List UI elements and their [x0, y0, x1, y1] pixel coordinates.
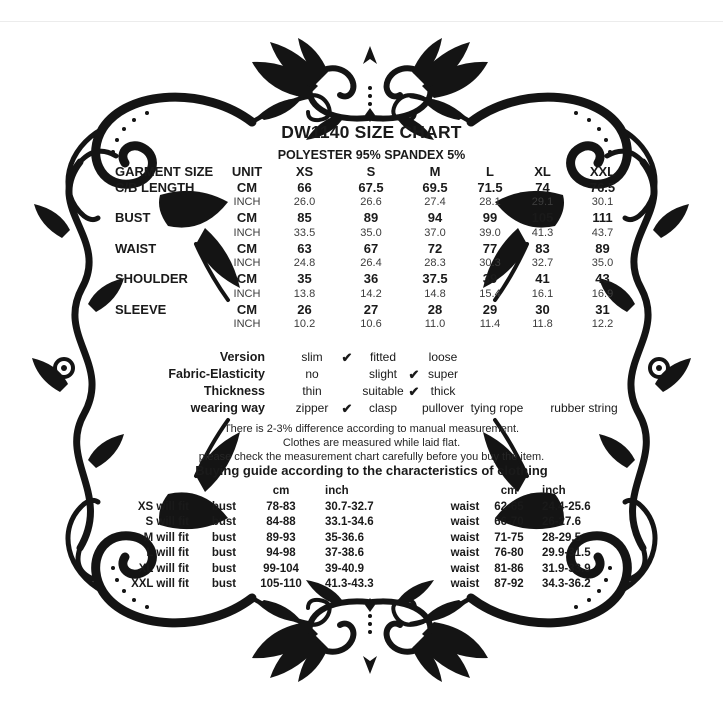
note-line: Clothes are measured while laid flat. — [282, 436, 461, 449]
waist-cm-range: 81-86 — [494, 562, 524, 575]
cm-value: 74 — [535, 179, 550, 195]
attribute-option: tying rope — [470, 401, 524, 415]
inch-value: 37.0 — [424, 226, 446, 239]
size-chart-body — [112, 164, 635, 332]
attribute-option: fitted — [369, 350, 396, 364]
spacer-cell — [414, 500, 446, 516]
cm-value: 67.5 — [358, 179, 384, 195]
table-row — [115, 546, 629, 562]
measurement-label: SHOULDER — [115, 271, 188, 286]
bust-cm-range: 89-93 — [266, 531, 296, 544]
cm-value: 72 — [427, 240, 443, 256]
bust-inch-range: 35-36.6 — [325, 531, 365, 544]
garment-attributes-table — [135, 349, 639, 417]
table-row — [135, 400, 639, 417]
measurement-notes — [20, 423, 723, 464]
attribute-option: zipper — [295, 401, 329, 415]
inch-value: 35.0 — [360, 226, 382, 239]
column-header: UNIT — [231, 164, 263, 179]
cm-value: 39 — [482, 271, 498, 286]
spacer-cell — [407, 400, 421, 417]
buying-guide-title: Buying guide according to the characteristics of clothing — [195, 463, 548, 478]
spacer-cell — [414, 531, 446, 547]
inch-value: 12.2 — [591, 318, 614, 330]
bust-cm-range: 84-88 — [266, 516, 296, 528]
waist-cm-range: 66-70 — [494, 516, 524, 528]
cm-value: 43 — [595, 271, 610, 286]
buying-guide-body — [115, 484, 629, 593]
inch-value: 26.4 — [360, 257, 382, 269]
waist-label: waist — [450, 562, 480, 575]
inch-value: 27.4 — [424, 196, 446, 208]
attribute-label: wearing way — [190, 401, 265, 415]
waist-inch-range: 34.3-36.2 — [542, 578, 591, 590]
waist-inch-range: 26-27.6 — [542, 516, 582, 528]
attribute-option: thin — [302, 384, 322, 398]
table-row — [115, 484, 629, 500]
unit-label: INCH — [233, 257, 261, 269]
check-icon: ✔ — [408, 384, 420, 399]
attribute-option: thick — [430, 384, 456, 398]
spacer-cell — [115, 484, 195, 500]
inch-value: 41.3 — [531, 226, 554, 239]
measurement-label: SLEEVE — [115, 301, 167, 317]
garment-attributes-body — [135, 349, 639, 417]
spacer-cell — [195, 484, 253, 500]
bust-inch-range: 39-40.9 — [325, 562, 365, 575]
table-row — [112, 241, 635, 257]
cm-value: 66 — [297, 179, 312, 195]
waist-label: waist — [450, 531, 480, 544]
table-row — [135, 349, 639, 366]
attribute-option: pullover — [421, 401, 465, 415]
spacer-cell — [414, 546, 446, 562]
cm-value: 67 — [363, 240, 379, 256]
inch-value: 11.0 — [424, 318, 446, 330]
size-chart-table — [112, 164, 635, 332]
spacer-cell — [465, 349, 529, 366]
buying-guide-table — [115, 484, 629, 593]
cm-value: 99 — [482, 210, 498, 225]
inch-value: 15.4 — [479, 287, 501, 300]
unit-label: CM — [236, 301, 258, 317]
bust-label: bust — [211, 547, 237, 559]
bust-cm-range: 99-104 — [263, 562, 299, 575]
unit-label: INCH — [233, 287, 261, 300]
inch-value: 30.3 — [479, 257, 501, 269]
inch-value: 39.0 — [479, 226, 501, 239]
cm-value: 35 — [297, 271, 312, 286]
attribute-option: super — [427, 367, 459, 381]
column-header: M — [429, 164, 441, 179]
fit-size-label: XS will fit — [137, 500, 189, 513]
waist-label: waist — [450, 500, 480, 513]
unit-label: INCH — [233, 226, 261, 239]
inch-value: 13.8 — [293, 287, 316, 300]
cm-value: 30 — [535, 301, 550, 317]
measurement-label: BUST — [115, 210, 151, 225]
table-row — [115, 531, 629, 547]
bust-inch-range: 41.3-43.3 — [325, 578, 374, 590]
cm-value: 29 — [482, 301, 498, 317]
inch-value: 10.2 — [293, 318, 316, 330]
cm-value: 41 — [535, 271, 550, 286]
cm-value: 37.5 — [422, 271, 448, 286]
bust-cm-range: 78-83 — [266, 500, 296, 513]
spacer-cell — [112, 287, 222, 302]
column-header: S — [366, 164, 376, 179]
inch-value: 28.1 — [479, 196, 501, 208]
cm-value: 85 — [297, 210, 312, 225]
fit-size-label: XXL will fit — [131, 578, 189, 590]
spacer-cell — [112, 226, 222, 241]
column-header: L — [486, 164, 494, 179]
check-icon: ✔ — [408, 367, 420, 382]
inch-value: 16.9 — [591, 287, 614, 300]
note-line: There is 2-3% difference according to manual measurement. — [223, 423, 520, 435]
waist-cm-range: 76-80 — [494, 547, 524, 559]
table-row — [115, 562, 629, 578]
inch-value: 11.4 — [479, 318, 501, 330]
table-row — [135, 383, 639, 400]
bust-label: bust — [211, 516, 237, 528]
cm-value: 83 — [535, 240, 550, 256]
inch-value: 16.1 — [531, 287, 554, 300]
measurement-label: WAIST — [115, 240, 157, 256]
spacer-cell — [529, 349, 639, 366]
column-header: cm — [272, 485, 290, 497]
column-header: inch — [325, 485, 349, 497]
inch-value: 24.8 — [293, 257, 316, 269]
cm-value: 63 — [297, 240, 312, 256]
waist-inch-range: 28-29.5 — [542, 531, 582, 544]
attribute-option: slight — [368, 367, 397, 381]
fit-size-label: M will fit — [143, 531, 189, 544]
table-row — [112, 180, 635, 196]
check-icon: ✔ — [341, 401, 353, 416]
column-header: XXL — [589, 164, 616, 179]
attribute-option: clasp — [368, 401, 397, 415]
table-row — [115, 577, 629, 593]
inch-value: 11.8 — [532, 318, 553, 330]
column-header: cm — [500, 485, 518, 497]
unit-label: INCH — [233, 196, 261, 208]
inch-value: 28.3 — [424, 257, 446, 269]
table-row — [112, 287, 635, 302]
inch-value: 43.7 — [591, 226, 614, 239]
fabric-composition: POLYESTER 95% SPANDEX 5% — [277, 148, 466, 162]
inch-value: 26.0 — [293, 196, 316, 208]
check-icon: ✔ — [341, 350, 353, 365]
page-title: DW1140 SIZE CHART — [281, 122, 462, 142]
spacer-cell — [529, 366, 639, 383]
unit-label: CM — [236, 210, 258, 225]
bust-inch-range: 37-38.6 — [325, 547, 365, 559]
attribute-option: no — [305, 367, 319, 381]
table-row — [112, 195, 635, 210]
inch-value: 35.0 — [591, 257, 614, 269]
cm-value: 71.5 — [477, 179, 503, 195]
cm-value: 94 — [427, 210, 443, 225]
bust-label: bust — [211, 578, 237, 590]
cm-value: 111 — [592, 210, 613, 225]
unit-label: CM — [236, 240, 258, 256]
bust-inch-range: 30.7-32.7 — [325, 500, 374, 513]
waist-inch-range: 31.9-33.9 — [542, 562, 591, 575]
table-row — [112, 164, 635, 180]
measurement-label: C/B LENGTH — [115, 179, 195, 195]
spacer-cell — [335, 383, 359, 400]
column-header: GARMENT SIZE — [115, 164, 214, 179]
table-row — [112, 256, 635, 271]
table-row — [112, 226, 635, 241]
cm-value: 89 — [595, 240, 610, 256]
bust-label: bust — [211, 500, 237, 513]
cm-value: 26 — [297, 301, 312, 317]
attribute-label: Thickness — [203, 384, 265, 398]
attribute-option: slim — [301, 350, 323, 364]
spacer-cell — [465, 366, 529, 383]
table-row — [135, 366, 639, 383]
inch-value: 14.2 — [360, 287, 382, 300]
spacer-cell — [414, 484, 446, 500]
inch-value: 26.6 — [360, 196, 382, 208]
unit-label: INCH — [233, 318, 261, 330]
cm-value: 76.5 — [589, 179, 616, 195]
bust-cm-range: 94-98 — [266, 547, 296, 559]
note-line: please check the measurement chart carefully before you buy the item. — [198, 450, 545, 463]
spacer-cell — [407, 349, 421, 366]
cm-value: 89 — [363, 210, 379, 225]
spacer-cell — [414, 562, 446, 578]
bust-label: bust — [211, 531, 237, 544]
spacer-cell — [335, 366, 359, 383]
table-row — [115, 515, 629, 531]
bust-label: bust — [211, 562, 237, 575]
waist-inch-range: 24.4-25.6 — [542, 500, 591, 513]
table-row — [112, 302, 635, 318]
table-row — [112, 317, 635, 332]
waist-label: waist — [450, 578, 480, 590]
spacer-cell — [529, 383, 639, 400]
table-row — [112, 210, 635, 226]
cm-value: 28 — [427, 301, 443, 317]
waist-inch-range: 29.9-31.5 — [542, 547, 591, 559]
table-row — [115, 500, 629, 516]
unit-label: CM — [236, 271, 258, 286]
attribute-label: Fabric-Elasticity — [168, 367, 265, 381]
spacer-cell — [414, 577, 446, 593]
spacer-cell — [446, 484, 484, 500]
cm-value: 69.5 — [422, 179, 448, 195]
waist-cm-range: 62-65 — [494, 500, 524, 513]
bust-inch-range: 33.1-34.6 — [325, 516, 374, 528]
cm-value: 31 — [595, 301, 610, 317]
spacer-cell — [112, 317, 222, 332]
inch-value: 10.6 — [360, 318, 382, 330]
waist-cm-range: 71-75 — [494, 531, 524, 544]
waist-label: waist — [450, 516, 480, 528]
attribute-option: loose — [428, 350, 458, 364]
inch-value: 29.1 — [531, 196, 554, 208]
cm-value: 105 — [531, 210, 554, 225]
attribute-option: suitable — [362, 384, 404, 398]
fit-size-label: L will fit — [146, 547, 189, 559]
bust-cm-range: 105-110 — [260, 578, 302, 590]
table-row — [112, 271, 635, 287]
waist-label: waist — [450, 547, 480, 559]
column-header: XS — [295, 164, 314, 179]
inch-value: 30.1 — [591, 196, 614, 208]
spacer-cell — [414, 515, 446, 531]
fit-size-label: XL will fit — [138, 562, 189, 575]
column-header: inch — [542, 485, 566, 497]
cm-value: 77 — [482, 240, 498, 256]
spacer-cell — [112, 195, 222, 210]
attribute-option: rubber string — [550, 401, 618, 415]
inch-value: 33.5 — [293, 226, 316, 239]
top-hairline — [0, 21, 723, 22]
inch-value: 14.8 — [424, 287, 446, 300]
column-header: XL — [534, 164, 551, 179]
spacer-cell — [112, 256, 222, 271]
attribute-label: Version — [219, 350, 265, 364]
spacer-cell — [465, 383, 529, 400]
cm-value: 36 — [363, 271, 379, 286]
fit-size-label: S will fit — [145, 516, 189, 528]
inch-value: 32.7 — [531, 257, 554, 269]
waist-cm-range: 87-92 — [494, 578, 524, 590]
cm-value: 27 — [363, 301, 379, 317]
unit-label: CM — [236, 179, 258, 195]
